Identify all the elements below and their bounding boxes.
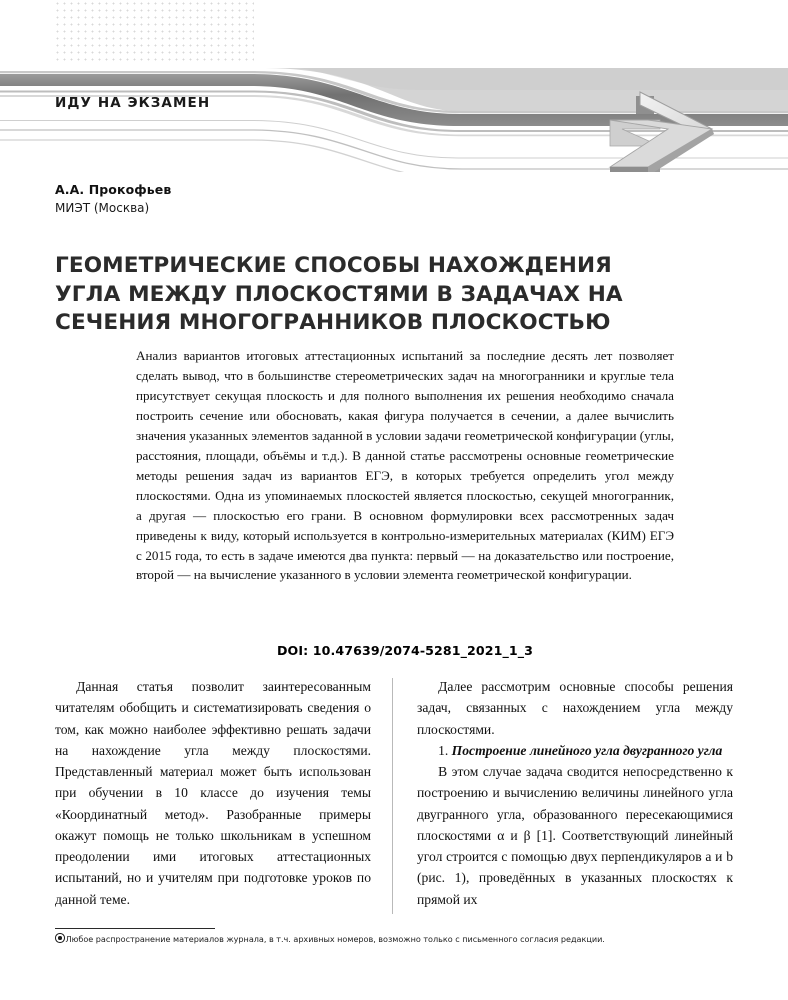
title-line-3: СЕЧЕНИЯ МНОГОГРАННИКОВ ПЛОСКОСТЬЮ bbox=[55, 309, 611, 335]
footer-divider bbox=[55, 928, 215, 929]
right-paragraph-1: Далее рассмотрим основные способы решения задач, связанных с нахождением угла между плоскостями. bbox=[417, 679, 733, 737]
copyright-dot-icon bbox=[55, 933, 65, 943]
dot-pattern-decoration bbox=[54, 0, 254, 63]
section-kicker: ИДУ НА ЭКЗАМЕН bbox=[55, 95, 211, 111]
subheading-number: 1. bbox=[438, 742, 452, 758]
abstract-text: Анализ вариантов итоговых аттестационных испытаний за последние десять лет позволяет сделать вывод, что в большинстве стереометрических задач на многогранники и круглые тела присутствует секущая плоскость и для полного выполнения их решения необходимо сначала построить сечение или обосновать, какая фигура получается в сечении, а далее вычислить значения указанных элементов заданной в условии задачи геометрической конфигурации (углы, расстояния, площади, объёмы и т.д.). В данной статье рассмотрены основные геометрические методы решения задач из вариантов ЕГЭ, в которых требуется определить угол между плоскостями. Одна из упоминаемых плоскостей является плоскостью, секущей многогранник, а другая — плоскостью его грани. В основном формулировки всех рассмотренных задач приведены к виду, который используется в контрольно-измерительных материалах (КИМ) ЕГЭ с 2015 года, то есть в задаче имеются два пункта: первый — на доказательство или построение, второй — на вычисление указанного в условии элемента геометрической конфигурации. bbox=[136, 348, 674, 583]
right-column bbox=[417, 676, 733, 910]
column-divider bbox=[392, 678, 393, 914]
title-line-2: УГЛА МЕЖДУ ПЛОСКОСТЯМИ В ЗАДАЧАХ НА bbox=[55, 281, 623, 307]
author-affiliation: МИЭТ (Москва) bbox=[55, 200, 150, 215]
right-paragraph-2: В этом случае задача сводится непосредственно к построению и вычислению величины линейного угла двугранного угла, образованного пересекающимися плоскостями α и β [1]. Соответствующий линейный угол строится с помощью двух перпендикуляров a и b (рис. 1), проведённых в указанных плоскостях к прямой их bbox=[417, 764, 733, 907]
right-subheading-paragraph bbox=[417, 740, 733, 761]
doi-label: DOI: 10.47639/2074-5281_2021_1_3 bbox=[277, 643, 533, 658]
left-column bbox=[55, 676, 371, 910]
left-paragraph-1: Данная статья позволит заинтересованным читателям обобщить и систематизировать сведения о том, как можно наиболее эффективно решать задачи на нахождение угла между плоскостями. Представленный материал может быть использован при обучении в 10 классе до изучения темы «Координатный метод». Разобранные примеры окажут помощь не только школьникам в успешном преодолении ими итоговых аттестационных испытаний, но и учителям при подготовке уроков по данной теме. bbox=[55, 679, 371, 907]
author-name: А.А. Прокофьев bbox=[55, 182, 172, 197]
author-block bbox=[55, 182, 475, 217]
footer-note-row bbox=[55, 933, 745, 945]
page-title bbox=[55, 252, 685, 336]
subheading-text: Построение линейного угла двугранного угла bbox=[451, 742, 723, 758]
page-footer bbox=[55, 928, 745, 945]
footer-note-text: Любое распространение материалов журнала, в т.ч. архивных номеров, возможно только с письменного согласия редакции. bbox=[65, 934, 605, 945]
header-ribbon-graphic bbox=[0, 68, 788, 172]
body-columns bbox=[55, 676, 733, 916]
title-line-1: ГЕОМЕТРИЧЕСКИЕ СПОСОБЫ НАХОЖДЕНИЯ bbox=[55, 253, 612, 279]
